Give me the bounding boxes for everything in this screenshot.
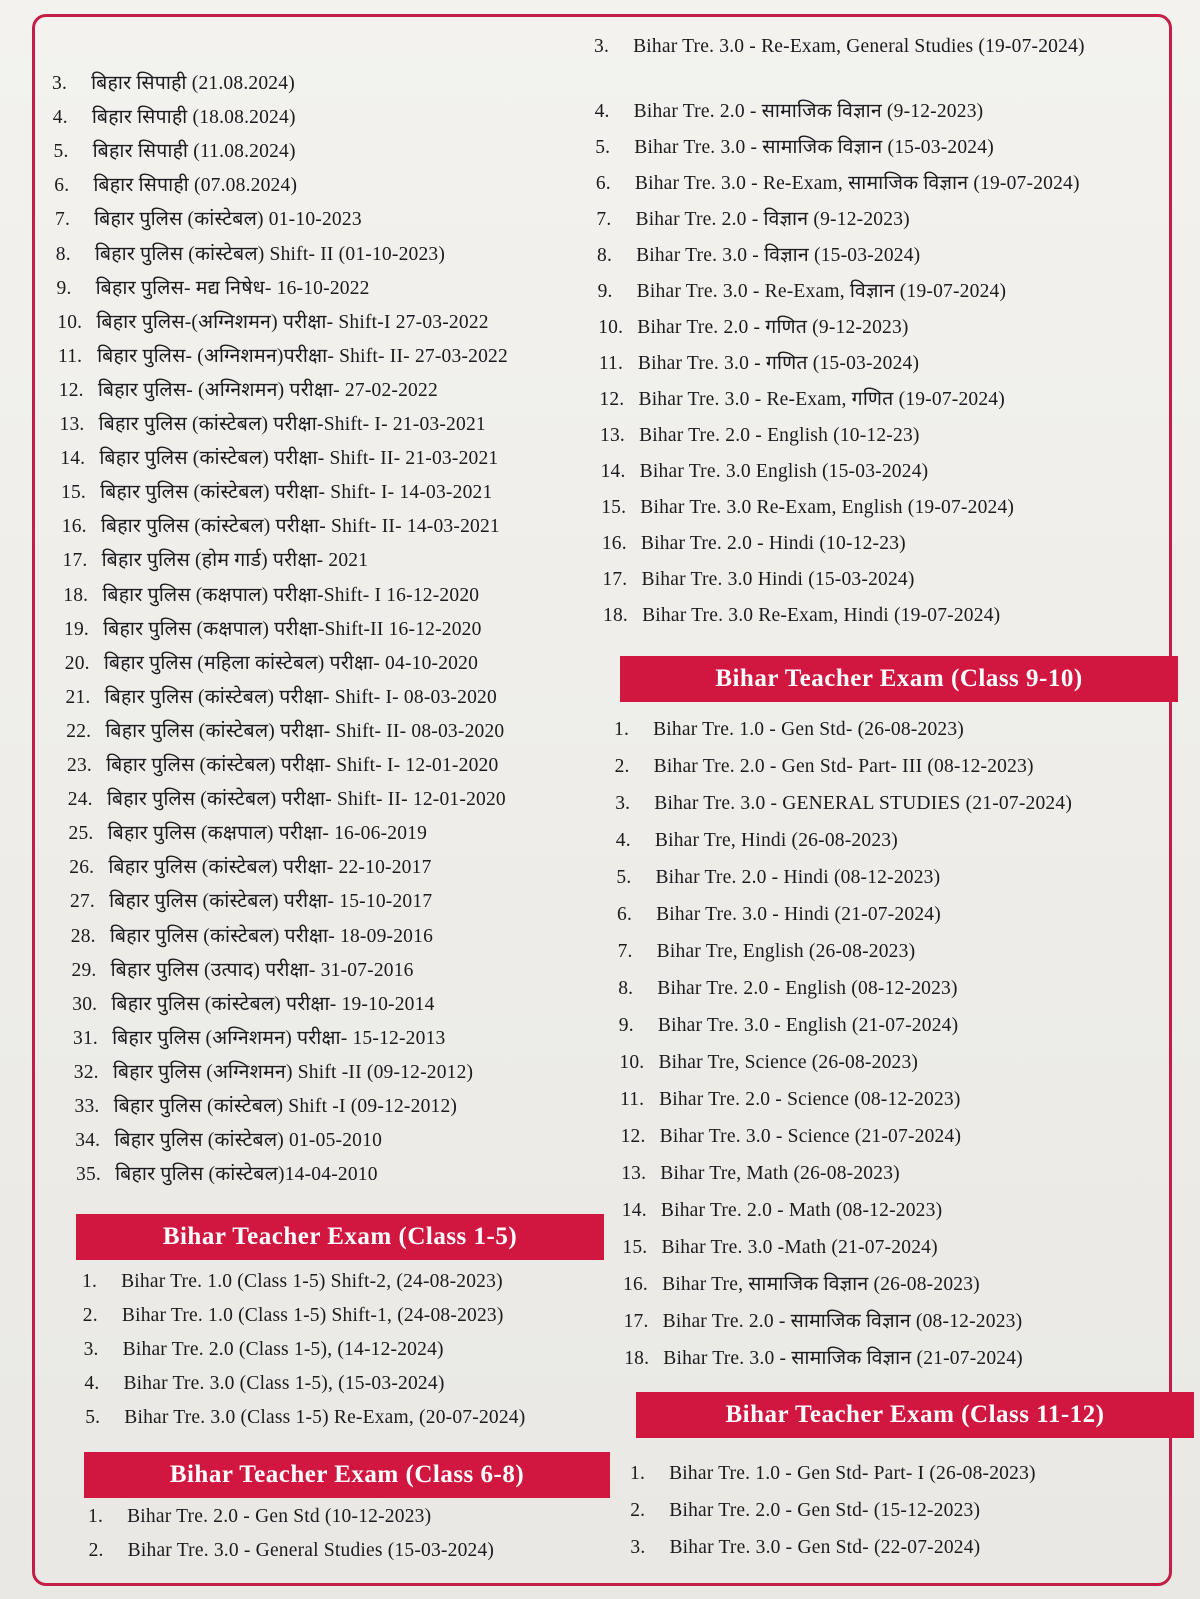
list-item xyxy=(595,136,994,160)
item-number: 13. xyxy=(600,425,625,447)
list-item xyxy=(83,1304,504,1328)
item-text: Bihar Tre. 2.0 - English (08-12-2023) xyxy=(652,978,958,999)
item-number: 2. xyxy=(88,1540,104,1561)
item-number: 6. xyxy=(617,904,633,925)
item-text: Bihar Tre. 3.0 -Math (21-07-2024) xyxy=(656,1237,938,1258)
item-text: Bihar Tre. 3.0 - English (21-07-2024) xyxy=(652,1015,959,1036)
item-text: बिहार पुलिस (कक्षपाल) परीक्षा-Shift- I 16-12-2020 xyxy=(97,584,480,606)
list-item xyxy=(63,584,479,608)
item-number: 7. xyxy=(617,941,633,962)
item-text: बिहार पुलिस (कांस्टेबल) परीक्षा- Shift- II- 21-03-2021 xyxy=(94,448,499,470)
list-item xyxy=(596,172,1080,196)
item-text: बिहार पुलिस (कक्षपाल) परीक्षा-Shift-II 16-12-2020 xyxy=(98,618,482,640)
item-text: Bihar Tre. 3.0 Re-Exam, Hindi (19-07-2024) xyxy=(637,605,1001,627)
item-text: Bihar Tre. 1.0 - Gen Std- (26-08-2023) xyxy=(648,719,964,740)
list-item xyxy=(75,1129,382,1153)
item-text: बिहार पुलिस (अग्निशमन) परीक्षा- 15-12-2013 xyxy=(107,1027,446,1049)
item-text: बिहार पुलिस (कांस्टेबल)14-04-2010 xyxy=(110,1164,378,1186)
item-number: 3. xyxy=(83,1339,99,1360)
list-item xyxy=(615,792,1072,816)
list-item xyxy=(60,413,486,437)
list-item xyxy=(598,280,1007,304)
item-text: Bihar Tre. 2.0 - विज्ञान (9-12-2023) xyxy=(630,209,910,231)
item-text: बिहार पुलिस (कांस्टेबल) परीक्षा- 19-10-2014 xyxy=(106,993,435,1015)
item-number: 1. xyxy=(88,1506,104,1527)
item-text: Bihar Tre. 2.0 - सामाजिक विज्ञान (08-12-2023) xyxy=(657,1311,1023,1332)
item-number: 14. xyxy=(600,461,626,483)
list-item xyxy=(617,903,941,927)
item-number: 17. xyxy=(602,569,628,591)
list-item xyxy=(630,1536,980,1560)
list-item xyxy=(622,1236,937,1260)
list-item xyxy=(602,568,914,592)
list-item xyxy=(594,30,1134,64)
list-item xyxy=(624,1310,1023,1334)
item-number: 11. xyxy=(58,345,83,367)
item-number: 18. xyxy=(63,584,89,606)
item-number: 30. xyxy=(72,993,98,1015)
item-text: Bihar Tre. 2.0 - Gen Std (10-12-2023) xyxy=(122,1506,432,1527)
item-number: 2. xyxy=(630,1500,646,1521)
banner-class-11-12 xyxy=(636,1392,1194,1438)
item-text: Bihar Tre. 1.0 - Gen Std- Part- I (26-08-2023) xyxy=(664,1463,1036,1484)
item-text: Bihar Tre, Science (26-08-2023) xyxy=(653,1052,919,1073)
item-number: 11. xyxy=(598,353,624,375)
item-text: Bihar Tre. 2.0 - सामाजिक विज्ञान (9-12-2023) xyxy=(628,101,984,123)
list-item xyxy=(54,174,297,198)
list-item xyxy=(59,379,438,403)
item-text: बिहार पुलिस- (अग्निशमन)परीक्षा- Shift- II- 27-03-2022 xyxy=(92,345,508,367)
list-item xyxy=(56,243,445,267)
item-text: Bihar Tre. 3.0 (Class 1-5), (15-03-2024) xyxy=(118,1373,445,1394)
item-number: 9. xyxy=(597,281,613,303)
item-text: बिहार पुलिस (कांस्टेबल) परीक्षा-Shift- I- 21-03-2021 xyxy=(93,414,486,435)
list-item xyxy=(621,1125,962,1149)
item-text: बिहार पुलिस (कांस्टेबल) परीक्षा- 18-09-2016 xyxy=(104,925,434,947)
item-text: Bihar Tre. 2.0 - English (10-12-23) xyxy=(634,425,920,447)
item-text: Bihar Tre. 2.0 - Science (08-12-2023) xyxy=(654,1089,961,1110)
item-text: बिहार पुलिस (महिला कांस्टेबल) परीक्षा- 04-10-2020 xyxy=(98,652,479,674)
banner-class-11-12-title: Bihar Teacher Exam (Class 11-12) xyxy=(725,1401,1105,1428)
item-number: 2. xyxy=(82,1305,98,1326)
item-number: 4. xyxy=(84,1373,100,1394)
list-item xyxy=(619,1014,959,1038)
list-item xyxy=(599,388,1005,412)
item-text: Bihar Tre. 2.0 - Gen Std- Part- III (08-12-2023) xyxy=(648,756,1034,777)
item-text: बिहार पुलिस (कांस्टेबल) 01-05-2010 xyxy=(109,1130,383,1152)
item-text: बिहार सिपाही (11.08.2024) xyxy=(87,141,296,163)
list-item xyxy=(621,1162,900,1186)
item-text: Bihar Tre, Hindi (26-08-2023) xyxy=(649,830,898,851)
item-text: Bihar Tre. 2.0 - Hindi (10-12-23) xyxy=(635,533,906,555)
list-item xyxy=(89,1539,495,1563)
item-number: 18. xyxy=(624,1348,650,1369)
list-item xyxy=(69,822,428,846)
item-number: 17. xyxy=(62,550,88,572)
item-text: Bihar Tre. 3.0 - Re-Exam, विज्ञान (19-07-2024) xyxy=(631,281,1007,303)
list-item xyxy=(599,352,919,376)
item-number: 4. xyxy=(594,101,610,123)
item-number: 12. xyxy=(599,389,625,411)
item-number: 28. xyxy=(70,925,96,947)
item-number: 1. xyxy=(614,719,630,740)
item-text: बिहार पुलिस (कांस्टेबल) परीक्षा- 15-10-2017 xyxy=(104,891,433,913)
list-item xyxy=(73,1027,445,1051)
list-item xyxy=(72,993,434,1017)
item-text: Bihar Tre. 2.0 - Math (08-12-2023) xyxy=(655,1200,943,1221)
item-text: बिहार पुलिस (उत्पाद) परीक्षा- 31-07-2016 xyxy=(105,959,414,981)
list-item xyxy=(84,1338,444,1362)
item-text: बिहार पुलिस (कांस्टेबल) परीक्षा- Shift- I- 14-03-2021 xyxy=(95,482,493,504)
item-number: 15. xyxy=(622,1237,648,1258)
item-text: Bihar Tre. 3.0 - सामाजिक विज्ञान (21-07-2024) xyxy=(658,1348,1023,1369)
item-number: 14. xyxy=(621,1200,647,1221)
item-number: 3. xyxy=(615,793,631,814)
item-number: 9. xyxy=(618,1015,634,1036)
item-text: Bihar Tre. 3.0 - Re-Exam, General Studies (19-07-2024) xyxy=(628,36,1085,57)
list-item xyxy=(57,311,488,335)
item-number: 3. xyxy=(52,73,68,94)
item-number: 29. xyxy=(71,959,97,981)
item-number: 8. xyxy=(597,245,613,267)
list-item xyxy=(84,1372,444,1396)
list-item xyxy=(623,1273,980,1297)
item-number: 34. xyxy=(75,1130,101,1152)
item-number: 5. xyxy=(85,1407,101,1428)
item-text: Bihar Tre. 3.0 (Class 1-5) Re-Exam, (20-07-2024) xyxy=(119,1407,526,1428)
item-number: 6. xyxy=(595,173,611,195)
item-number: 4. xyxy=(52,107,68,129)
list-item xyxy=(54,140,296,164)
item-number: 27. xyxy=(70,891,95,913)
list-item xyxy=(88,1505,431,1529)
list-item xyxy=(62,515,500,539)
item-number: 10. xyxy=(619,1052,645,1073)
item-number: 31. xyxy=(73,1027,98,1049)
list-item xyxy=(74,1061,474,1085)
list-item xyxy=(615,755,1034,779)
list-item xyxy=(602,532,906,556)
list-item xyxy=(595,100,984,124)
item-text: Bihar Tre. 2.0 - Gen Std- (15-12-2023) xyxy=(664,1500,981,1521)
item-text: Bihar Tre. 2.0 (Class 1-5), (14-12-2024) xyxy=(117,1339,444,1360)
item-text: Bihar Tre. 1.0 (Class 1-5) Shift-2, (24-08-2023) xyxy=(116,1271,503,1292)
item-number: 17. xyxy=(623,1311,649,1332)
list-item xyxy=(619,1051,918,1075)
banner-class-6-8-title: Bihar Teacher Exam (Class 6-8) xyxy=(169,1461,525,1488)
item-text: बिहार पुलिस (कांस्टेबल) परीक्षा- Shift- II- 12-01-2020 xyxy=(101,789,506,811)
item-text: Bihar Tre. 3.0 - विज्ञान (15-03-2024) xyxy=(631,245,921,267)
item-text: Bihar Tre. 3.0 - Re-Exam, गणित (19-07-2024) xyxy=(633,389,1005,411)
item-number: 5. xyxy=(616,867,632,888)
banner-class-1-5 xyxy=(76,1214,604,1260)
item-number: 11. xyxy=(620,1089,645,1110)
item-number: 21. xyxy=(65,686,91,708)
item-number: 15. xyxy=(61,482,86,504)
list-item xyxy=(66,686,497,710)
item-number: 13. xyxy=(621,1163,647,1184)
list-item xyxy=(53,106,296,130)
item-text: बिहार पुलिस (कांस्टेबल) परीक्षा- 22-10-2017 xyxy=(103,857,432,879)
item-text: बिहार पुलिस (कांस्टेबल) परीक्षा- Shift- I- 12-01-2020 xyxy=(101,755,499,776)
list-item xyxy=(76,1163,378,1187)
list-item xyxy=(601,496,1014,520)
list-item xyxy=(614,718,964,742)
list-item xyxy=(618,977,958,1001)
item-number: 33. xyxy=(74,1096,100,1117)
list-item xyxy=(63,549,369,573)
list-item xyxy=(622,1199,942,1223)
item-number: 26. xyxy=(69,857,95,879)
item-number: 20. xyxy=(64,652,90,674)
item-text: Bihar Tre. 3.0 - सामाजिक विज्ञान (15-03-2024) xyxy=(629,137,994,159)
item-number: 25. xyxy=(68,823,94,845)
item-number: 4. xyxy=(615,830,631,851)
item-number: 18. xyxy=(603,605,628,627)
banner-class-9-10 xyxy=(620,656,1178,702)
list-item xyxy=(66,720,504,744)
item-number: 23. xyxy=(67,755,92,776)
item-text: Bihar Tre, English (26-08-2023) xyxy=(651,941,916,962)
item-text: Bihar Tre. 3.0 - Re-Exam, सामाजिक विज्ञान (19-07-2024) xyxy=(629,173,1080,195)
item-text: बिहार सिपाही (21.08.2024) xyxy=(86,73,295,94)
list-item xyxy=(72,959,414,983)
list-item xyxy=(70,890,432,914)
item-number: 22. xyxy=(66,720,92,742)
list-item xyxy=(618,940,916,964)
list-item xyxy=(64,618,482,642)
item-text: बिहार सिपाही (07.08.2024) xyxy=(88,175,298,197)
list-item xyxy=(68,788,506,812)
item-text: बिहार पुलिस (कक्षपाल) परीक्षा- 16-06-2019 xyxy=(102,823,428,845)
item-number: 12. xyxy=(58,379,84,401)
list-item xyxy=(82,1270,503,1294)
item-number: 9. xyxy=(56,277,72,299)
item-number: 35. xyxy=(76,1164,101,1186)
list-item xyxy=(75,1095,458,1119)
list-item xyxy=(55,208,362,232)
list-item xyxy=(52,72,295,96)
item-text: Bihar Tre, Math (26-08-2023) xyxy=(655,1163,900,1184)
item-number: 8. xyxy=(618,978,634,999)
item-number: 2. xyxy=(614,756,630,777)
list-item xyxy=(85,1406,525,1430)
item-number: 16. xyxy=(61,516,87,538)
item-text: बिहार पुलिस (कांस्टेबल) परीक्षा- Shift- II- 08-03-2020 xyxy=(100,720,505,742)
item-number: 19. xyxy=(64,618,89,640)
item-text: बिहार पुलिस (कांस्टेबल) Shift- II (01-10-2023) xyxy=(89,243,446,265)
item-number: 1. xyxy=(82,1271,98,1292)
item-number: 3. xyxy=(630,1537,646,1558)
item-number: 14. xyxy=(60,448,86,470)
item-number: 8. xyxy=(55,243,71,265)
list-item xyxy=(57,277,370,301)
item-number: 10. xyxy=(598,317,624,339)
item-text: बिहार पुलिस- (अग्निशमन) परीक्षा- 27-02-2022 xyxy=(92,379,438,401)
banner-class-9-10-title: Bihar Teacher Exam (Class 9-10) xyxy=(715,665,1083,692)
item-number: 16. xyxy=(623,1274,648,1295)
list-item xyxy=(71,925,433,949)
item-number: 15. xyxy=(601,497,627,519)
list-item xyxy=(597,244,920,268)
item-text: बिहार पुलिस-(अग्निशमन) परीक्षा- Shift-I 27-03-2022 xyxy=(91,311,489,333)
list-item xyxy=(616,866,940,890)
item-number: 16. xyxy=(601,533,627,555)
list-item xyxy=(58,345,508,369)
item-text: Bihar Tre. 3.0 - Science (21-07-2024) xyxy=(654,1126,962,1147)
list-item xyxy=(630,1499,980,1523)
item-text: Bihar Tre. 1.0 (Class 1-5) Shift-1, (24-08-2023) xyxy=(116,1305,504,1326)
item-text: Bihar Tre. 3.0 - गणित (15-03-2024) xyxy=(632,353,920,375)
item-text: Bihar Tre. 3.0 Hindi (15-03-2024) xyxy=(636,569,915,591)
list-item xyxy=(630,1462,1036,1486)
item-text: बिहार पुलिस (कांस्टेबल) परीक्षा- Shift- II- 14-03-2021 xyxy=(95,516,500,538)
item-text: Bihar Tre, सामाजिक विज्ञान (26-08-2023) xyxy=(657,1274,980,1295)
item-text: बिहार पुलिस- मद्य निषेध- 16-10-2022 xyxy=(90,277,370,299)
item-number: 5. xyxy=(595,137,611,159)
item-number: 24. xyxy=(67,789,93,811)
banner-class-1-5-title: Bihar Teacher Exam (Class 1-5) xyxy=(162,1223,518,1250)
item-number: 5. xyxy=(53,141,69,163)
item-text: बिहार पुलिस (कांस्टेबल) परीक्षा- Shift- I- 08-03-2020 xyxy=(99,686,497,708)
list-item xyxy=(67,754,498,778)
item-number: 7. xyxy=(55,209,71,231)
item-text: Bihar Tre. 2.0 - गणित (9-12-2023) xyxy=(632,317,909,339)
item-text: Bihar Tre. 3.0 English (15-03-2024) xyxy=(634,461,929,483)
list-item xyxy=(616,829,898,853)
item-text: Bihar Tre. 3.0 - Hindi (21-07-2024) xyxy=(651,904,941,925)
item-text: Bihar Tre. 3.0 - GENERAL STUDIES (21-07-2024) xyxy=(649,793,1073,814)
list-item xyxy=(61,481,492,505)
list-item xyxy=(65,652,478,676)
item-text: Bihar Tre. 2.0 - Hindi (08-12-2023) xyxy=(650,867,941,888)
item-text: बिहार पुलिस (अग्निशमन) Shift -II (09-12-2012) xyxy=(107,1061,474,1083)
item-text: बिहार पुलिस (होम गार्ड) परीक्षा- 2021 xyxy=(96,550,369,572)
item-text: बिहार सिपाही (18.08.2024) xyxy=(86,107,296,129)
list-item xyxy=(69,856,431,880)
item-text: Bihar Tre. 3.0 - Gen Std- (22-07-2024) xyxy=(664,1537,981,1558)
item-number: 3. xyxy=(594,36,610,57)
item-number: 13. xyxy=(59,414,85,435)
list-item xyxy=(598,316,908,340)
item-number: 7. xyxy=(596,209,612,231)
item-number: 10. xyxy=(57,311,83,333)
item-number: 32. xyxy=(73,1061,99,1083)
item-text: Bihar Tre. 3.0 Re-Exam, English (19-07-2024) xyxy=(635,497,1015,519)
list-item xyxy=(60,447,498,471)
item-number: 1. xyxy=(630,1463,646,1484)
list-item xyxy=(620,1088,961,1112)
item-text: बिहार पुलिस (कांस्टेबल) Shift -I (09-12-2012) xyxy=(108,1096,458,1117)
list-item xyxy=(600,424,920,448)
item-number: 6. xyxy=(54,175,70,197)
item-number: 12. xyxy=(620,1126,646,1147)
item-text: बिहार पुलिस (कांस्टेबल) 01-10-2023 xyxy=(89,209,362,231)
banner-class-6-8 xyxy=(84,1452,610,1498)
item-text: Bihar Tre. 3.0 - General Studies (15-03-2024) xyxy=(122,1540,495,1561)
list-item xyxy=(596,208,909,232)
list-item xyxy=(624,1347,1023,1371)
list-item xyxy=(603,604,1000,628)
list-item xyxy=(601,460,929,484)
